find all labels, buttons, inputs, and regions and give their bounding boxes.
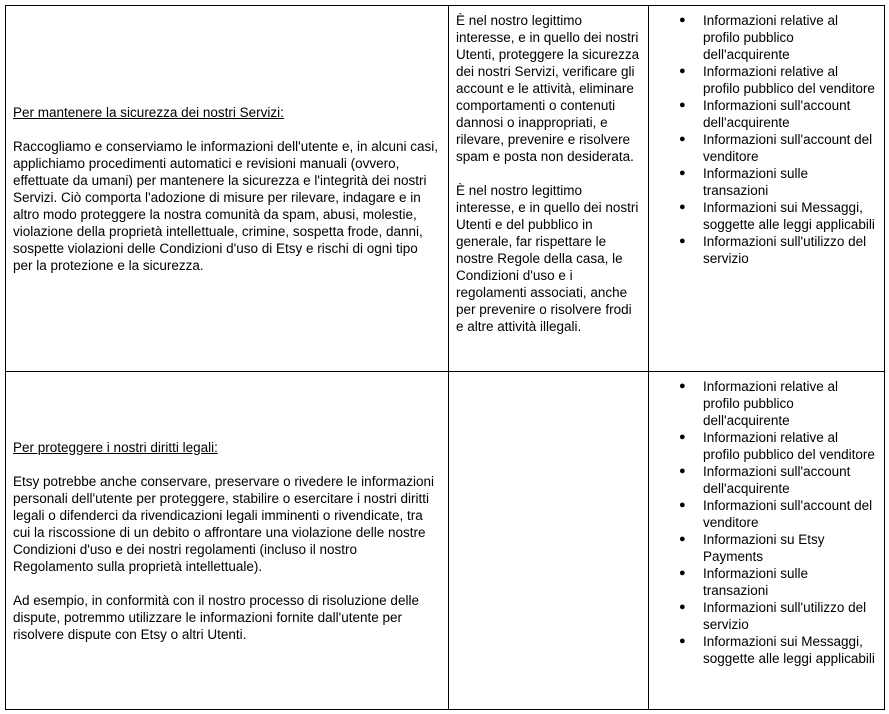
list-item: ● Informazioni sulle transazioni	[679, 166, 809, 198]
bullet-icon: ●	[679, 533, 686, 545]
purpose-cell	[6, 6, 449, 372]
information-list	[656, 378, 877, 667]
bullet-icon: ●	[679, 431, 686, 443]
list-item: ● Informazioni sull'account del venditore	[679, 132, 873, 164]
bullet-icon: ●	[679, 14, 686, 26]
bullet-icon: ●	[679, 167, 686, 179]
list-item: ● Informazioni sull'utilizzo del servizio	[679, 600, 867, 632]
list-item: ● Informazioni relative al profilo pubblico del venditore	[679, 64, 875, 96]
table-row-security	[6, 6, 885, 372]
list-item: ● Informazioni sull'account del venditore	[679, 498, 873, 530]
bullet-icon: ●	[679, 465, 686, 477]
bullet-icon: ●	[679, 235, 686, 247]
table-row-legal-rights	[6, 372, 885, 710]
list-item: ● Informazioni sull'utilizzo del servizio	[679, 234, 867, 266]
legal-basis-paragraph: È nel nostro legittimo interesse, e in quello dei nostri Utenti, proteggere la sicurezza dei nostri Servizi, verificare gli account e le attività, eliminare comportamenti o contenuti dannosi o inappropriati, e rilevare, prevenire e risolvere spam e posta non desiderata.	[456, 13, 640, 164]
bullet-icon: ●	[679, 567, 686, 579]
bullet-icon: ●	[679, 133, 686, 145]
list-item: ● Informazioni su Etsy Payments	[679, 532, 825, 564]
purpose-heading: Per mantenere la sicurezza dei nostri Servizi:	[13, 104, 284, 120]
list-item: ● Informazioni sui Messaggi, soggette alle leggi applicabili	[679, 634, 875, 666]
list-item: ● Informazioni sull'account dell'acquirente	[679, 98, 851, 130]
information-list	[656, 12, 877, 267]
document-table	[5, 5, 885, 710]
bullet-icon: ●	[679, 99, 686, 111]
information-cell	[649, 372, 885, 710]
information-cell	[649, 6, 885, 372]
bullet-icon: ●	[679, 380, 686, 392]
bullet-icon: ●	[679, 499, 686, 511]
list-item: ● Informazioni relative al profilo pubblico dell'acquirente	[679, 13, 839, 62]
list-item: ● Informazioni sulle transazioni	[679, 566, 809, 598]
purpose-paragraph: Ad esempio, in conformità con il nostro processo di risoluzione delle dispute, potremmo utilizzare le informazioni fornite dall'utente per risolvere dispute con Etsy o altri Utenti.	[13, 592, 419, 642]
list-item: ● Informazioni relative al profilo pubblico del venditore	[679, 430, 875, 462]
bullet-icon: ●	[679, 201, 686, 213]
purpose-paragraph: Raccogliamo e conserviamo le informazioni dell'utente e, in alcuni casi, applichiamo procedimenti automatici e revisioni manuali (ovvero, effettuate da umani) per mantenere la sicurezza e l'integrità dei nostri Servizi. Ciò comporta l'adozione di misure per rilevare, indagare e in altro modo proteggere la nostra comunità da spam, abusi, molestie, violazione della proprietà intellettuale, crimine, sospetta frode, danni, sospette violazioni delle Condizioni d'uso di Etsy e rischi di ogni tipo per la protezione e la sicurezza.	[13, 138, 439, 273]
bullet-icon: ●	[679, 65, 686, 77]
list-item: ● Informazioni relative al profilo pubblico dell'acquirente	[679, 379, 839, 428]
list-item: ● Informazioni sull'account dell'acquirente	[679, 464, 851, 496]
bullet-icon: ●	[679, 601, 686, 613]
legal-basis-cell	[449, 6, 649, 372]
legal-basis-cell	[449, 372, 649, 710]
list-item: ● Informazioni sui Messaggi, soggette alle leggi applicabili	[679, 200, 875, 232]
bullet-icon: ●	[679, 635, 686, 647]
purpose-heading: Per proteggere i nostri diritti legali:	[13, 439, 218, 455]
purpose-paragraph: Etsy potrebbe anche conservare, preservare o rivedere le informazioni personali dell'utente per proteggere, stabilire o esercitare i nostri diritti legali o difenderci da rivendicazioni legali imminenti o rivendicate, tra cui la riscossione di un debito o affrontare una violazione delle nostre Condizioni d'uso e dei nostri regolamenti (incluso il nostro Regolamento sulla proprietà intellettuale).	[13, 473, 434, 574]
legal-basis-paragraph: È nel nostro legittimo interesse, e in quello dei nostri Utenti e del pubblico in generale, far rispettare le nostre Regole della casa, le Condizioni d'uso e i regolamenti associati, anche per prevenire o risolvere frodi e altre attività illegali.	[456, 183, 639, 334]
purpose-cell	[6, 372, 449, 710]
